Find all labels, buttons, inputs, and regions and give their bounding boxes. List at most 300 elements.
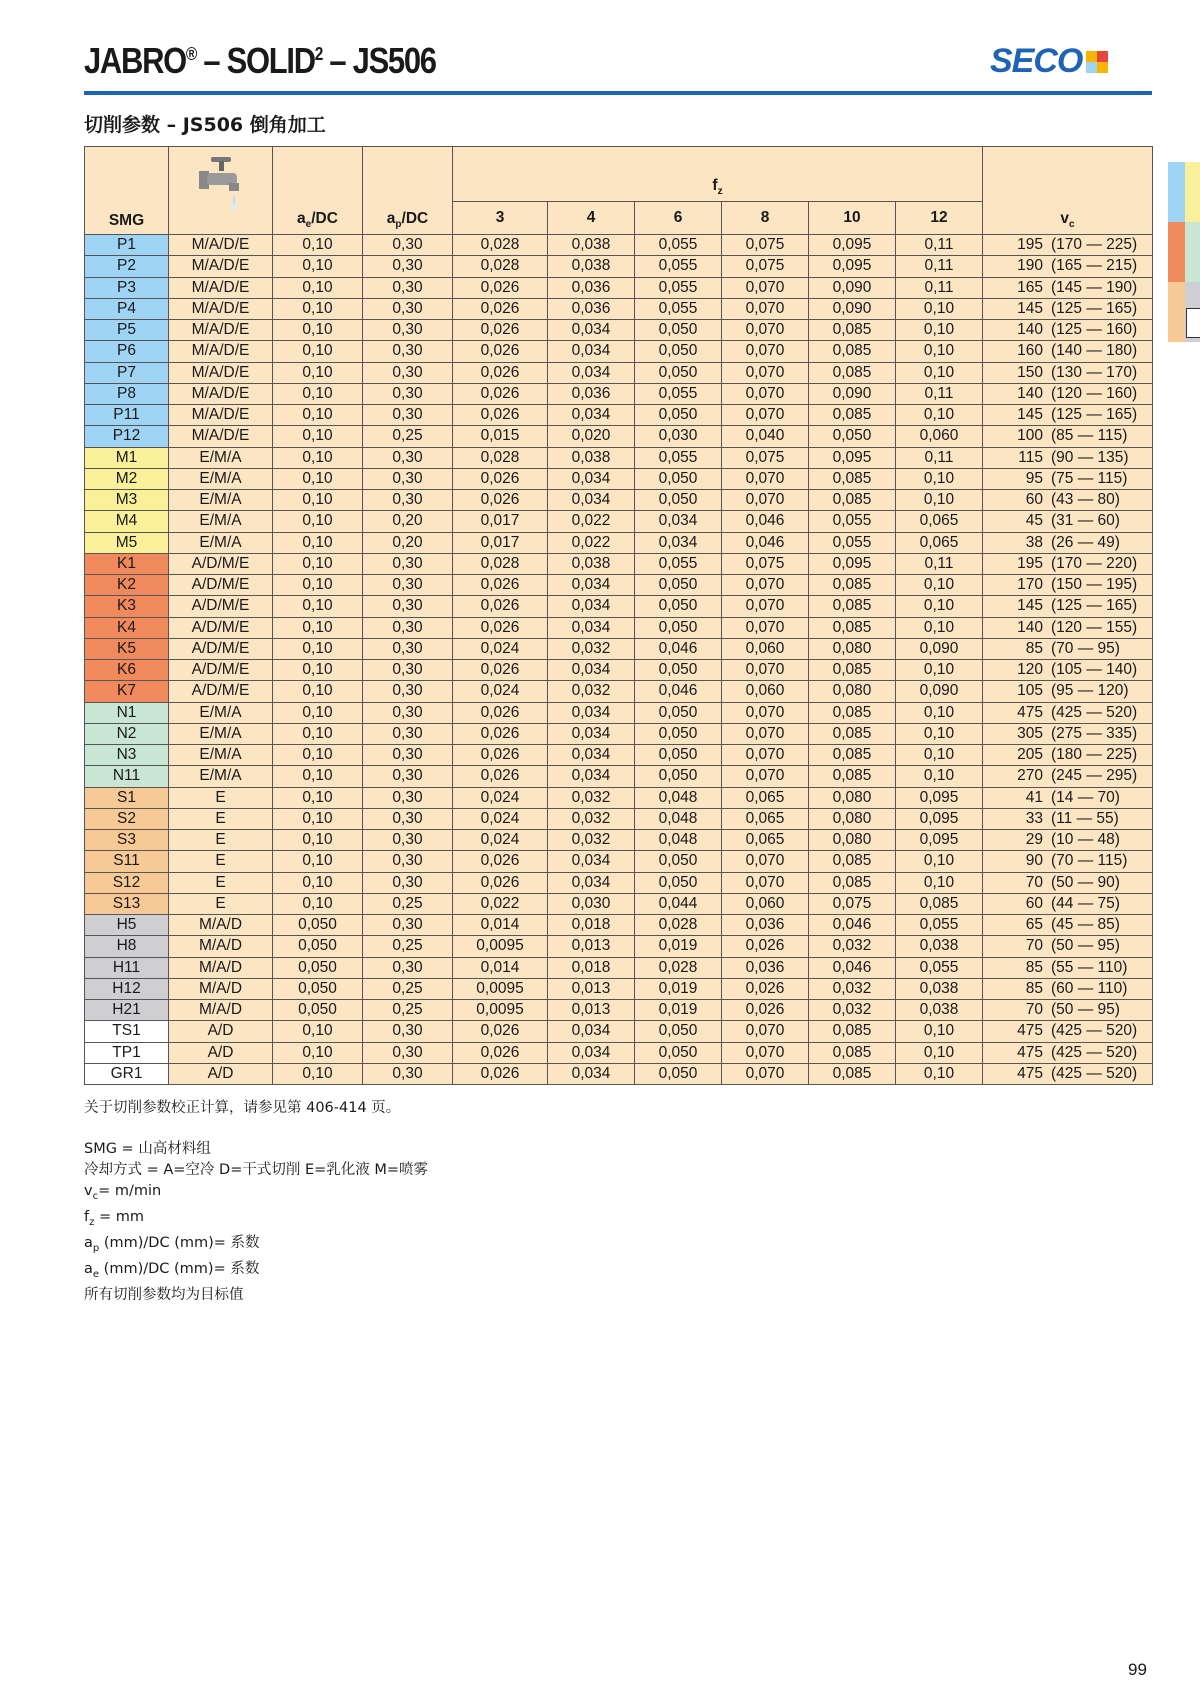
ap-cell: 0,30: [363, 787, 453, 808]
ae-cell: 0,10: [273, 702, 363, 723]
vc-value: 100: [1017, 427, 1044, 445]
smg-cell: H12: [85, 978, 169, 999]
fz-cell: 0,10: [896, 362, 983, 383]
table-row: [85, 1000, 1153, 1021]
vc-cell: [983, 320, 1153, 341]
fz-cell: 0,070: [722, 1042, 809, 1063]
smg-cell: S1: [85, 787, 169, 808]
fz-cell: 0,10: [896, 596, 983, 617]
fz-cell: 0,050: [635, 872, 722, 893]
fz-cell: 0,050: [635, 341, 722, 362]
tab-o: [1186, 308, 1200, 338]
table-row: [85, 830, 1153, 851]
vc-value: 38: [1025, 533, 1044, 551]
table-row: [85, 702, 1153, 723]
vc-range: (90 — 135): [1051, 448, 1129, 466]
fz-cell: 0,026: [453, 596, 548, 617]
vc-value: 120: [1017, 661, 1044, 679]
ap-cell: 0,25: [363, 1000, 453, 1021]
fz-cell: 0,055: [809, 532, 896, 553]
fz-cell: 0,0095: [453, 1000, 548, 1021]
vc-cell: [983, 1042, 1153, 1063]
vc-value: 475: [1017, 703, 1044, 721]
fz-cell: 0,070: [722, 277, 809, 298]
vc-cell: [983, 893, 1153, 914]
fz-cell: 0,085: [809, 468, 896, 489]
vc-range: (165 — 215): [1051, 257, 1138, 275]
fz-cell: 0,10: [896, 723, 983, 744]
vc-range: (150 — 195): [1051, 576, 1138, 594]
ap-cell: 0,25: [363, 893, 453, 914]
fz-cell: 0,10: [896, 298, 983, 319]
fz-cell: 0,070: [722, 362, 809, 383]
ap-cell: 0,30: [363, 681, 453, 702]
fz-cell: 0,075: [809, 893, 896, 914]
fz-cell: 0,019: [635, 936, 722, 957]
fz-cell: 0,060: [722, 638, 809, 659]
ae-cell: 0,10: [273, 596, 363, 617]
fz-cell: 0,10: [896, 617, 983, 638]
fz-cell: 0,055: [635, 298, 722, 319]
fz-cell: 0,026: [453, 1042, 548, 1063]
vc-range: (145 — 190): [1051, 278, 1138, 296]
fz-cell: 0,034: [548, 872, 635, 893]
fz-cell: 0,028: [453, 553, 548, 574]
fz-cell: 0,090: [809, 298, 896, 319]
fz-cell: 0,075: [722, 447, 809, 468]
fz-cell: 0,11: [896, 277, 983, 298]
fz-cell: 0,046: [635, 638, 722, 659]
header-rule: [84, 91, 1152, 95]
fz-cell: 0,10: [896, 1063, 983, 1084]
ae-cell: 0,050: [273, 936, 363, 957]
vc-range: (125 — 165): [1051, 406, 1138, 424]
ae-cell: 0,10: [273, 766, 363, 787]
vc-value: 145: [1017, 406, 1044, 424]
table-row: [85, 532, 1153, 553]
fz-cell: 0,020: [548, 426, 635, 447]
fz-cell: 0,034: [548, 851, 635, 872]
fz-cell: 0,015: [453, 426, 548, 447]
vc-range: (26 — 49): [1051, 533, 1120, 551]
fz-cell: 0,10: [896, 468, 983, 489]
smg-cell: N3: [85, 745, 169, 766]
fz-cell: 0,050: [635, 320, 722, 341]
logo-text: SECO: [990, 42, 1083, 80]
coolant-cell: E: [169, 851, 273, 872]
fz-cell: 0,11: [896, 256, 983, 277]
vc-value: 70: [1025, 937, 1044, 955]
fz-cell: 0,080: [809, 808, 896, 829]
coolant-cell: M/A/D/E: [169, 235, 273, 256]
fz-cell: 0,055: [635, 383, 722, 404]
vc-range: (85 — 115): [1051, 427, 1128, 445]
fz-cell: 0,0095: [453, 978, 548, 999]
table-row: [85, 766, 1153, 787]
fz-cell: 0,034: [548, 405, 635, 426]
ap-cell: 0,20: [363, 532, 453, 553]
ap-cell: 0,30: [363, 298, 453, 319]
header-diameter: 4: [548, 202, 635, 235]
smg-cell: TP1: [85, 1042, 169, 1063]
fz-cell: 0,10: [896, 341, 983, 362]
fz-cell: 0,017: [453, 532, 548, 553]
cutting-data-table: [84, 146, 1153, 1085]
table-row: [85, 893, 1153, 914]
vc-value: 140: [1017, 618, 1044, 636]
smg-cell: N2: [85, 723, 169, 744]
tab-p: [1163, 162, 1200, 222]
fz-cell: 0,026: [453, 405, 548, 426]
fz-cell: 0,085: [809, 490, 896, 511]
fz-cell: 0,038: [548, 447, 635, 468]
fz-cell: 0,070: [722, 1021, 809, 1042]
fz-cell: 0,050: [635, 596, 722, 617]
table-row: [85, 235, 1153, 256]
table-row: [85, 808, 1153, 829]
coolant-cell: E/M/A: [169, 511, 273, 532]
vc-value: 305: [1017, 724, 1044, 742]
fz-cell: 0,026: [453, 362, 548, 383]
table-row: [85, 978, 1153, 999]
table-row: [85, 1042, 1153, 1063]
vc-value: 29: [1025, 831, 1044, 849]
fz-cell: 0,034: [548, 575, 635, 596]
vc-value: 140: [1017, 321, 1044, 339]
fz-cell: 0,032: [548, 830, 635, 851]
ae-cell: 0,10: [273, 723, 363, 744]
coolant-cell: E: [169, 787, 273, 808]
table-row: [85, 638, 1153, 659]
fz-cell: 0,11: [896, 383, 983, 404]
coolant-cell: M/A/D/E: [169, 426, 273, 447]
fz-cell: 0,060: [722, 893, 809, 914]
coolant-cell: E/M/A: [169, 532, 273, 553]
vc-value: 160: [1017, 342, 1044, 360]
fz-cell: 0,034: [548, 766, 635, 787]
smg-cell: S13: [85, 893, 169, 914]
fz-cell: 0,085: [809, 1063, 896, 1084]
ap-cell: 0,30: [363, 256, 453, 277]
ap-cell: 0,30: [363, 766, 453, 787]
table-row: [85, 723, 1153, 744]
vc-cell: [983, 851, 1153, 872]
vc-cell: [983, 617, 1153, 638]
table-row: [85, 596, 1153, 617]
ap-cell: 0,25: [363, 426, 453, 447]
fz-cell: 0,026: [453, 468, 548, 489]
vc-value: 95: [1025, 469, 1044, 487]
fz-cell: 0,085: [809, 766, 896, 787]
ae-cell: 0,10: [273, 235, 363, 256]
ae-cell: 0,10: [273, 893, 363, 914]
vc-value: 145: [1017, 299, 1044, 317]
smg-cell: P11: [85, 405, 169, 426]
vc-range: (125 — 160): [1051, 321, 1138, 339]
fz-cell: 0,026: [453, 1063, 548, 1084]
table-row: [85, 872, 1153, 893]
note-fz: $f_z$ = mm: [84, 1208, 144, 1228]
vc-range: (120 — 160): [1051, 384, 1138, 402]
fz-cell: 0,038: [548, 256, 635, 277]
vc-value: 60: [1025, 491, 1044, 509]
fz-cell: 0,028: [635, 915, 722, 936]
vc-range: (50 — 95): [1051, 1001, 1120, 1019]
fz-cell: 0,019: [635, 1000, 722, 1021]
smg-cell: S3: [85, 830, 169, 851]
ae-cell: 0,050: [273, 915, 363, 936]
vc-value: 33: [1025, 809, 1044, 827]
vc-cell: [983, 1063, 1153, 1084]
ae-cell: 0,10: [273, 830, 363, 851]
fz-cell: 0,055: [896, 915, 983, 936]
vc-value: 70: [1025, 873, 1044, 891]
header-diameter: 10: [809, 202, 896, 235]
vc-range: (125 — 165): [1051, 597, 1138, 615]
fz-cell: 0,070: [722, 468, 809, 489]
vc-cell: [983, 298, 1153, 319]
ae-cell: 0,10: [273, 660, 363, 681]
header-smg: SMG: [85, 147, 169, 235]
header-diameter: 12: [896, 202, 983, 235]
vc-cell: [983, 277, 1153, 298]
ap-cell: 0,25: [363, 936, 453, 957]
vc-cell: [983, 235, 1153, 256]
fz-cell: 0,040: [722, 426, 809, 447]
coolant-cell: M/A/D/E: [169, 405, 273, 426]
vc-value: 475: [1017, 1064, 1044, 1082]
fz-cell: 0,070: [722, 596, 809, 617]
vc-cell: [983, 745, 1153, 766]
vc-cell: [983, 915, 1153, 936]
fz-cell: 0,070: [722, 298, 809, 319]
fz-cell: 0,046: [809, 915, 896, 936]
ae-cell: 0,10: [273, 638, 363, 659]
vc-cell: [983, 490, 1153, 511]
ap-cell: 0,30: [363, 830, 453, 851]
smg-cell: K4: [85, 617, 169, 638]
vc-range: (10 — 48): [1051, 831, 1120, 849]
fz-cell: 0,070: [722, 1063, 809, 1084]
ap-cell: 0,30: [363, 851, 453, 872]
vc-value: 41: [1025, 788, 1044, 806]
fz-cell: 0,070: [722, 723, 809, 744]
fz-cell: 0,032: [548, 638, 635, 659]
vc-value: 145: [1017, 597, 1044, 615]
fz-cell: 0,024: [453, 638, 548, 659]
vc-cell: [983, 405, 1153, 426]
fz-cell: 0,034: [548, 362, 635, 383]
fz-cell: 0,070: [722, 341, 809, 362]
fz-cell: 0,070: [722, 660, 809, 681]
ap-cell: 0,30: [363, 447, 453, 468]
fz-cell: 0,095: [809, 447, 896, 468]
fz-cell: 0,022: [548, 511, 635, 532]
fz-cell: 0,085: [809, 1042, 896, 1063]
vc-range: (50 — 95): [1051, 937, 1120, 955]
table-row: [85, 787, 1153, 808]
fz-cell: 0,013: [548, 1000, 635, 1021]
vc-value: 85: [1025, 639, 1044, 657]
coolant-cell: M/A/D: [169, 936, 273, 957]
fz-cell: 0,046: [809, 957, 896, 978]
header-diameter: 8: [722, 202, 809, 235]
header-diameter: 3: [453, 202, 548, 235]
smg-cell: H11: [85, 957, 169, 978]
header-fz: $f_z$: [453, 147, 983, 202]
fz-cell: 0,028: [635, 957, 722, 978]
ap-cell: 0,30: [363, 617, 453, 638]
ap-cell: 0,30: [363, 723, 453, 744]
ap-cell: 0,30: [363, 702, 453, 723]
fz-cell: 0,028: [453, 447, 548, 468]
ae-cell: 0,10: [273, 277, 363, 298]
smg-cell: S2: [85, 808, 169, 829]
vc-cell: [983, 426, 1153, 447]
fz-cell: 0,070: [722, 745, 809, 766]
vc-range: (425 — 520): [1051, 1043, 1138, 1061]
table-row: [85, 320, 1153, 341]
vc-range: (425 — 520): [1051, 703, 1138, 721]
fz-cell: 0,026: [722, 936, 809, 957]
table-row: [85, 426, 1153, 447]
note-coolant: 冷却方式 = A=空冷 D=干式切削 E=乳化液 M=喷雾: [84, 1162, 429, 1178]
vc-range: (70 — 95): [1051, 639, 1120, 657]
vc-value: 115: [1018, 448, 1044, 466]
vc-cell: [983, 468, 1153, 489]
table-row: [85, 1021, 1153, 1042]
smg-cell: P12: [85, 426, 169, 447]
coolant-cell: E: [169, 830, 273, 851]
smg-cell: M1: [85, 447, 169, 468]
fz-cell: 0,055: [635, 235, 722, 256]
ap-cell: 0,30: [363, 808, 453, 829]
vc-range: (55 — 110): [1051, 958, 1128, 976]
fz-cell: 0,050: [635, 617, 722, 638]
coolant-cell: M/A/D/E: [169, 277, 273, 298]
vc-value: 190: [1017, 257, 1044, 275]
note-target: 所有切削参数均为目标值: [84, 1286, 244, 1303]
table-row: [85, 511, 1153, 532]
smg-cell: H5: [85, 915, 169, 936]
coolant-cell: E/M/A: [169, 468, 273, 489]
fz-cell: 0,036: [548, 383, 635, 404]
vc-cell: [983, 1021, 1153, 1042]
vc-range: (120 — 155): [1051, 618, 1138, 636]
fz-cell: 0,10: [896, 872, 983, 893]
smg-cell: P4: [85, 298, 169, 319]
fz-cell: 0,055: [635, 447, 722, 468]
fz-cell: 0,034: [548, 490, 635, 511]
ae-cell: 0,10: [273, 426, 363, 447]
vc-range: (44 — 75): [1051, 894, 1120, 912]
ae-cell: 0,10: [273, 362, 363, 383]
fz-cell: 0,018: [548, 915, 635, 936]
ap-cell: 0,30: [363, 320, 453, 341]
vc-value: 270: [1017, 767, 1044, 785]
ap-cell: 0,30: [363, 957, 453, 978]
smg-cell: M3: [85, 490, 169, 511]
coolant-cell: A/D/M/E: [169, 638, 273, 659]
fz-cell: 0,048: [635, 787, 722, 808]
vc-range: (31 — 60): [1051, 512, 1120, 530]
fz-cell: 0,095: [809, 256, 896, 277]
smg-cell: TS1: [85, 1021, 169, 1042]
page-title: JABRO® – SOLID$^2$ – JS506: [84, 40, 436, 81]
table-row: [85, 745, 1153, 766]
table-row: [85, 383, 1153, 404]
fz-cell: 0,019: [635, 978, 722, 999]
ap-cell: 0,30: [363, 405, 453, 426]
fz-cell: 0,075: [722, 553, 809, 574]
note-ae: $a_e$ (mm)/DC (mm)= 系数: [84, 1260, 260, 1280]
smg-cell: GR1: [85, 1063, 169, 1084]
fz-cell: 0,026: [453, 660, 548, 681]
ae-cell: 0,10: [273, 1063, 363, 1084]
table-row: [85, 362, 1153, 383]
coolant-cell: M/A/D: [169, 957, 273, 978]
vc-range: (105 — 140): [1051, 661, 1138, 679]
fz-cell: 0,050: [809, 426, 896, 447]
fz-cell: 0,050: [635, 575, 722, 596]
fz-cell: 0,026: [453, 766, 548, 787]
fz-cell: 0,034: [548, 617, 635, 638]
vc-range: (95 — 120): [1051, 682, 1129, 700]
table-row: [85, 277, 1153, 298]
vc-value: 205: [1017, 746, 1044, 764]
page-number: 99: [1128, 1660, 1147, 1679]
fz-cell: 0,032: [548, 808, 635, 829]
vc-cell: [983, 532, 1153, 553]
ae-cell: 0,10: [273, 1021, 363, 1042]
fz-cell: 0,030: [548, 893, 635, 914]
ae-cell: 0,10: [273, 808, 363, 829]
smg-cell: P5: [85, 320, 169, 341]
fz-cell: 0,085: [809, 702, 896, 723]
coolant-cell: E/M/A: [169, 490, 273, 511]
fz-cell: 0,022: [453, 893, 548, 914]
fz-cell: 0,085: [809, 320, 896, 341]
smg-cell: K3: [85, 596, 169, 617]
tab-k: [1163, 222, 1200, 282]
table-row: [85, 447, 1153, 468]
fz-cell: 0,065: [896, 511, 983, 532]
ae-cell: 0,050: [273, 957, 363, 978]
coolant-cell: E/M/A: [169, 447, 273, 468]
fz-cell: 0,030: [635, 426, 722, 447]
coolant-cell: E: [169, 893, 273, 914]
tap-icon: [195, 155, 247, 211]
fz-cell: 0,10: [896, 1021, 983, 1042]
fz-cell: 0,11: [896, 235, 983, 256]
note-ap: $a_p$ (mm)/DC (mm)= 系数: [84, 1234, 260, 1254]
fz-cell: 0,090: [809, 383, 896, 404]
fz-cell: 0,050: [635, 1042, 722, 1063]
fz-cell: 0,034: [635, 532, 722, 553]
coolant-cell: E/M/A: [169, 745, 273, 766]
table-row: [85, 468, 1153, 489]
smg-cell: K6: [85, 660, 169, 681]
ae-cell: 0,10: [273, 256, 363, 277]
fz-cell: 0,065: [722, 830, 809, 851]
table-row: [85, 1063, 1153, 1084]
fz-cell: 0,055: [635, 553, 722, 574]
smg-cell: P6: [85, 341, 169, 362]
ae-cell: 0,10: [273, 490, 363, 511]
ap-cell: 0,30: [363, 1021, 453, 1042]
fz-cell: 0,065: [722, 808, 809, 829]
ae-cell: 0,10: [273, 617, 363, 638]
